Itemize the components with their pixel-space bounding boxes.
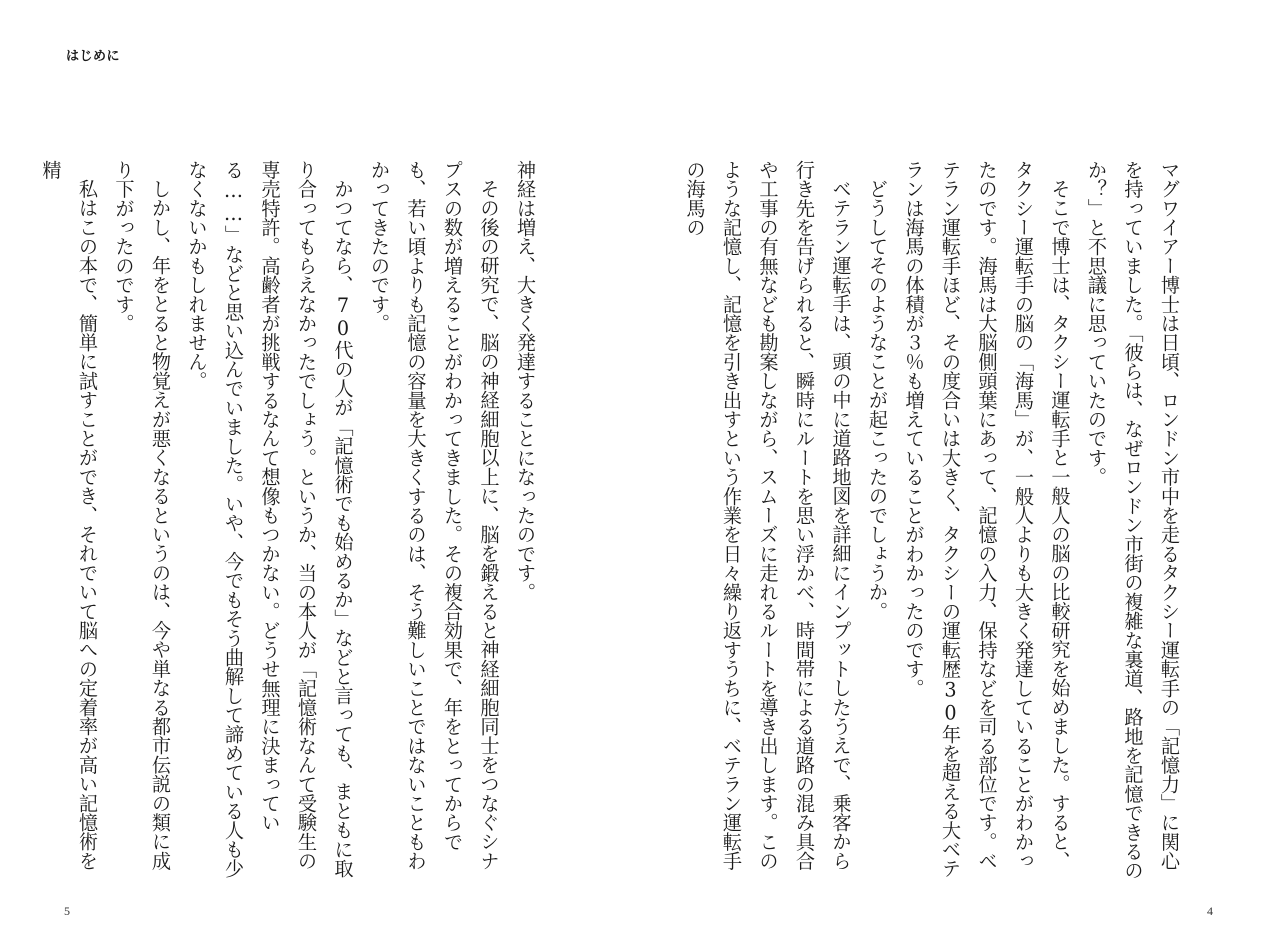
paragraph: 私はこの本で、簡単に試すことができ、それでいて脳への定着率が高い記憶術を精 (39, 160, 99, 871)
page-number-right: 4 (1207, 904, 1213, 918)
paragraph: しかし、年をとると物覚えが悪くなるというのは、今や単なる都市伝説の類に成り下がったのです。 (112, 160, 172, 871)
paragraph: かつてなら、70代の人が「記憶術でも始めるか」などと言っても、まともに取り合ってもらえなかったでしょう。というか、当の本人が「記憶術なんて受験生の専売特許。高齢者が挑戦するなんて想像もつかない。どうせ無理に決まっている……」などと思い込んでいました。いや、今でもそう曲解して諦めている人も少なくないかもしれません。 (185, 160, 355, 878)
left-page-text (39, 160, 543, 880)
paragraph: どうしてそのようなことが起こったのでしょうか。 (866, 179, 889, 621)
paragraph: その後の研究で、脳の神経細胞以上に、脳を鍛えると神経細胞同士をつなぐシナプスの数が増えることがわかってきました。その複合効果で、年をとってからでも、若い頃よりも記憶の容量を大きくするのは、そう難しいことではないこともわかってきたのです。 (368, 160, 501, 871)
page-number-left: 5 (64, 904, 70, 918)
running-head: はじめに (66, 49, 121, 64)
paragraph: 神経は増え、大きく発達することになったのです。 (514, 160, 537, 602)
paragraph: マグワイアー博士は日頃、ロンドン市中を走るタクシー運転手の「記憶力」に関心を持っていました。「彼らは、なぜロンドン市街の複雑な裏道、路地を記憶できるのか？」と不思議に思っていたのです。 (1085, 160, 1181, 880)
right-page-text (683, 160, 1187, 880)
paragraph: そこで博士は、タクシー運転手と一般人の脳の比較研究を始めました。すると、タクシー運転手の脳の「海馬」が、一般人よりも大きく発達していることがわかったのです。海馬は大脳側頭葉にあって、記憶の入力、保持などを司る部位です。ベテラン運転手ほど、その度合いは大きく、タクシーの運転歴30年を超える大ベテランは海馬の体積が３％も増えていることがわかったのです。 (902, 160, 1072, 878)
paragraph: ベテラン運転手は、頭の中に道路地図を詳細にインプットしたうえで、乗客から行き先を告げられると、瞬時にルートを思い浮かべ、時間帯による道路の混み具合や工事の有無なども勘案しながら、スムーズに走れるルートを導き出します。このような記憶し、記憶を引き出すという作業を日々繰り返すうちに、ベテラン運転手の海馬の (683, 160, 853, 871)
